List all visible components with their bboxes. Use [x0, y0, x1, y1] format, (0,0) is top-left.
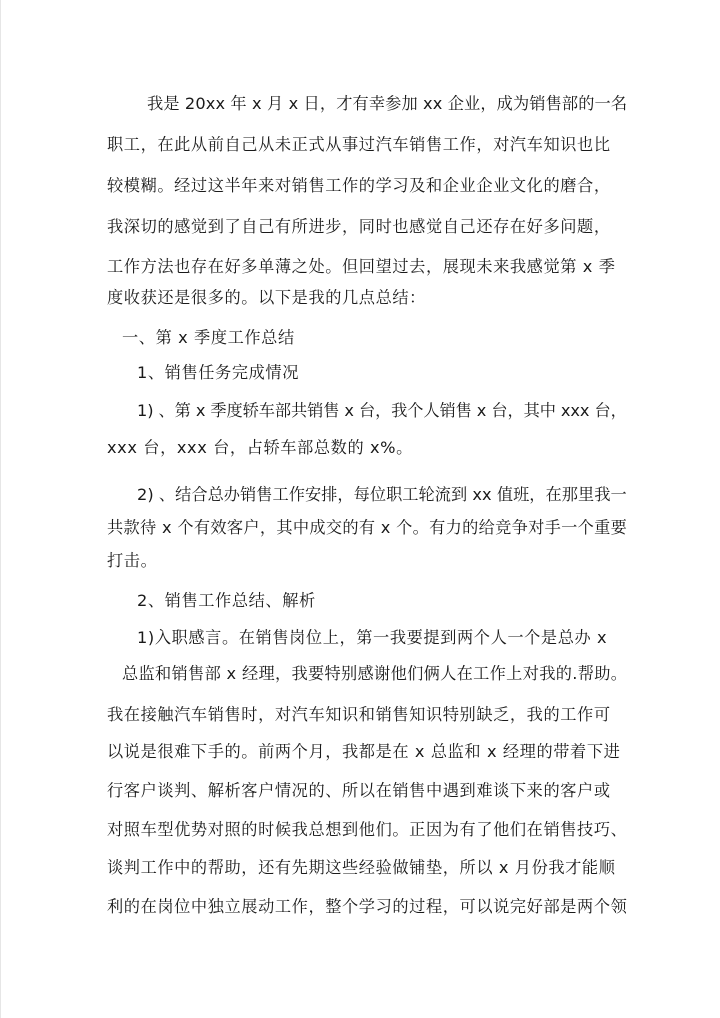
text-line: 工作方法也存在好多单薄之处。但回望过去，展现未来我感觉第 x 季	[107, 257, 616, 276]
text-line: 对照车型优势对照的时候我总想到他们。正因为有了他们在销售技巧、	[107, 820, 628, 839]
text-line: 度收获还是很多的。以下是我的几点总结：	[107, 288, 426, 307]
text-line: 1) 、第 x 季度轿车部共销售 x 台，我个人销售 x 台，其中 xxx 台，	[137, 401, 627, 420]
text-line: 职工，在此从前自己从未正式从事过汽车销售工作，对汽车知识也比	[107, 135, 611, 154]
text-line: 打击。	[107, 551, 158, 570]
text-line: 利的在岗位中独立展动工作，整个学习的过程，可以说完好部是两个领	[107, 897, 628, 916]
text-line: 以说是很难下手的。前两个月，我都是在 x 总监和 x 经理的带着下进	[107, 742, 621, 761]
text-line: 总监和销售部 x 经理，我要特别感谢他们俩人在工作上对我的.帮助。	[122, 664, 628, 683]
text-line: 我深切的感觉到了自己有所进步，同时也感觉自己还存在好多问题，	[107, 217, 611, 236]
text-line: xxx 台，xxx 台，占轿车部总数的 x%。	[107, 438, 413, 457]
text-line: 1)入职感言。在销售岗位上，第一我要提到两个人一个是总办 x	[137, 628, 608, 647]
text-line: 较模糊。经过这半年来对销售工作的学习及和企业企业文化的磨合，	[107, 176, 611, 195]
text-line: 谈判工作中的帮助，还有先期这些经验做铺垫，所以 x 月份我才能顺	[107, 858, 616, 877]
text-line: 我是 20xx 年 x 月 x 日，才有幸参加 xx 企业，成为销售部的一名	[147, 94, 628, 113]
text-line: 我在接触汽车销售时，对汽车知识和销售知识特别缺乏，我的工作可	[107, 705, 611, 724]
section-heading: 一、第 x 季度工作总结	[122, 328, 295, 347]
text-line: 行客户谈判、解析客户情况的、所以在销售中遇到难谈下来的客户或	[107, 781, 611, 800]
text-line: 共款待 x 个有效客户，其中成交的有 x 个。有力的给竞争对手一个重要	[107, 518, 628, 537]
text-line: 2) 、结合总办销售工作安排，每位职工轮流到 xx 值班，在那里我一	[137, 485, 627, 504]
subsection-heading: 2、销售工作总结、解析	[137, 591, 316, 610]
subsection-heading: 1、销售任务完成情况	[137, 363, 299, 382]
